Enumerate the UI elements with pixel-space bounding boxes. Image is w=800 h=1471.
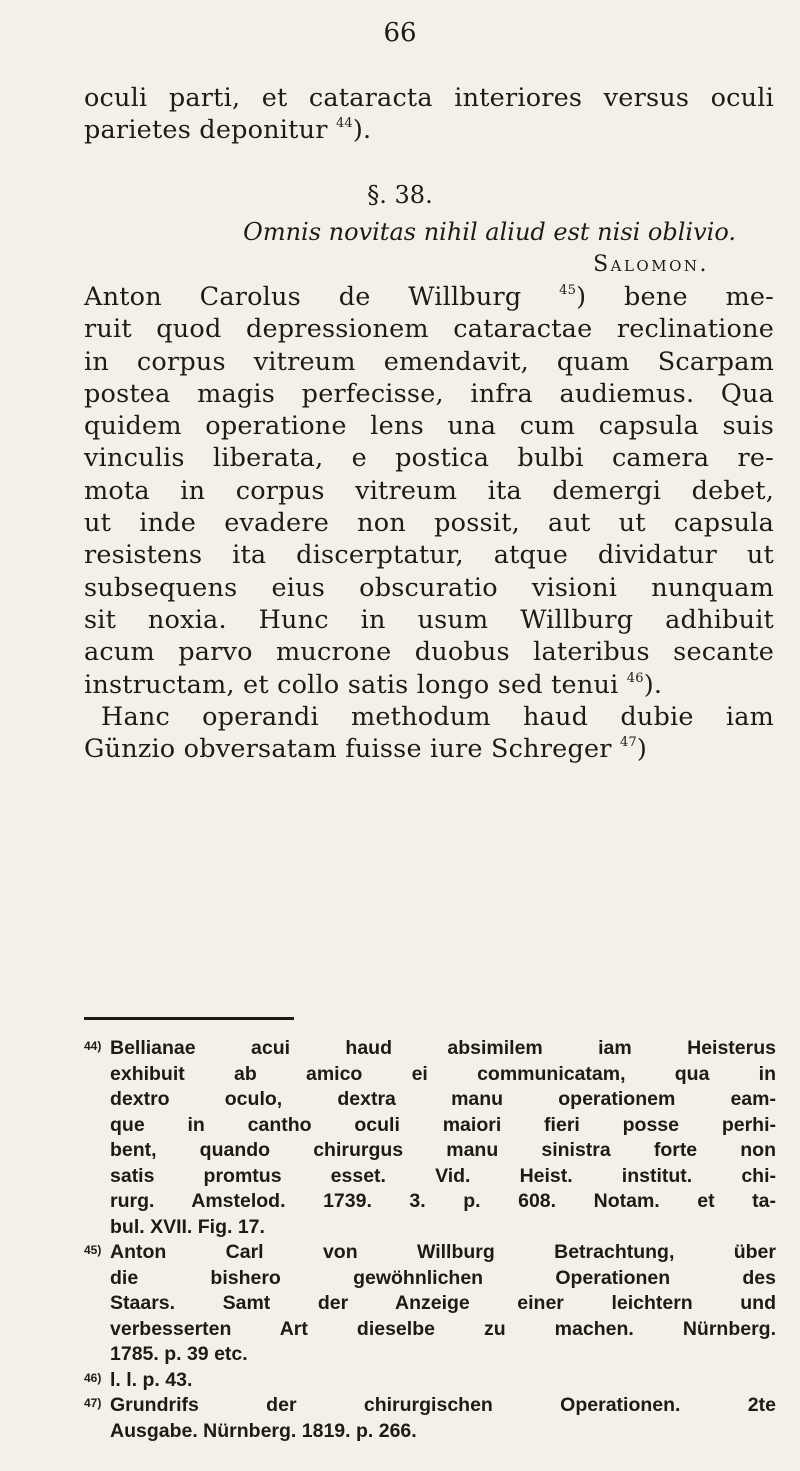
footnote-reference: 44 (335, 116, 353, 132)
footnote-line: bul. XVII. Fig. 17. (110, 1215, 265, 1238)
opening-paragraph (84, 82, 774, 147)
text-line: acum parvo mucrone duobus lateribus secante (84, 637, 774, 668)
footnote-marker: 47) (84, 1396, 102, 1410)
footnote-46 (84, 1368, 776, 1394)
footnote-line: Ausgabe. Nürnberg. 1819. p. 266. (110, 1419, 417, 1442)
footnote-rule (84, 1017, 294, 1020)
text-line: in corpus vitreum emendavit, quam Scarpam (84, 346, 774, 377)
footnote-44 (84, 1036, 776, 1240)
footnote-line: l. l. p. 43. (110, 1368, 193, 1391)
page-number: 66 (383, 18, 417, 48)
footnote-line: que in cantho oculi maiori fieri posse perhi- (110, 1113, 776, 1136)
text-line: ruit quod depressionem cataractae reclinatione (84, 314, 774, 345)
text-line: parietes deponitur $^{44}$). (84, 115, 372, 146)
text-line: Anton Carolus de Willburg $^{45}$) bene me- (84, 282, 774, 312)
text-line: ut inde evadere non possit, aut ut capsula (84, 508, 774, 539)
footnote-marker: 44) (84, 1039, 102, 1053)
footnote-line: bent, quando chirurgus manu sinistra forte non (110, 1139, 776, 1161)
footnote-line: die bishero gewöhnlichen Operationen des (110, 1266, 776, 1289)
motto-quote: Omnis novitas nihil aliud est nisi oblivio. (243, 218, 736, 246)
footnote-reference: 47 (619, 735, 637, 751)
text-line: vinculis liberata, e postica bulbi camera re- (84, 443, 774, 474)
text-line: mota in corpus vitreum ita demergi debet, (84, 475, 774, 506)
text-line: postea magis perfecisse, infra audiemus. Qua (84, 378, 774, 409)
footnote-line: Grundrifs der chirurgischen Operationen. 2te (110, 1394, 776, 1416)
text-line: Hanc operandi methodum haud dubie iam (101, 701, 774, 732)
footnote-line: satis promtus esset. Vid. Heist. institut. chi- (110, 1164, 776, 1187)
footnote-line: Anton Carl von Willburg Betrachtung, über (110, 1241, 776, 1263)
main-paragraph (84, 281, 774, 765)
text-line: Günzio obversatam fuisse iure Schreger $^{47}$) (84, 734, 648, 765)
footnote-marker: 46) (84, 1370, 102, 1385)
footnote-line: Bellianae acui haud absimilem iam Heisterus (110, 1037, 776, 1059)
footnote-reference: 45 (559, 283, 577, 298)
footnote-marker: 45) (84, 1243, 102, 1257)
footnote-line: exhibuit ab amico ei communicatam, qua in (110, 1062, 776, 1085)
text-line: resistens ita discerptatur, atque dividatur ut (84, 540, 774, 571)
footnote-45 (84, 1240, 776, 1368)
footnote-47 (84, 1393, 776, 1444)
text-line: instructam, et collo satis longo sed tenui $^{46}$). (84, 669, 663, 700)
text-line: sit noxia. Hunc in usum Willburg adhibuit (84, 604, 774, 635)
motto-author: Salomon. (593, 252, 709, 277)
footnotes (84, 1036, 776, 1444)
section-heading: §. 38. (367, 181, 433, 209)
text-line: subsequens eius obscuratio visioni nunquam (84, 572, 774, 603)
footnote-line: 1785. p. 39 etc. (110, 1343, 248, 1365)
text-line: oculi parti, et cataracta interiores versus oculi (84, 83, 774, 113)
footnote-line: verbesserten Art dieselbe zu machen. Nürnberg. (110, 1317, 776, 1340)
footnote-line: rurg. Amstelod. 1739. 3. p. 608. Notam. et ta- (110, 1190, 776, 1212)
footnote-line: dextro oculo, dextra manu operationem eam- (110, 1088, 776, 1110)
text-line: quidem operatione lens una cum capsula suis (84, 411, 774, 442)
footnote-reference: 46 (626, 670, 644, 686)
footnote-line: Staars. Samt der Anzeige einer leichtern und (110, 1292, 776, 1314)
